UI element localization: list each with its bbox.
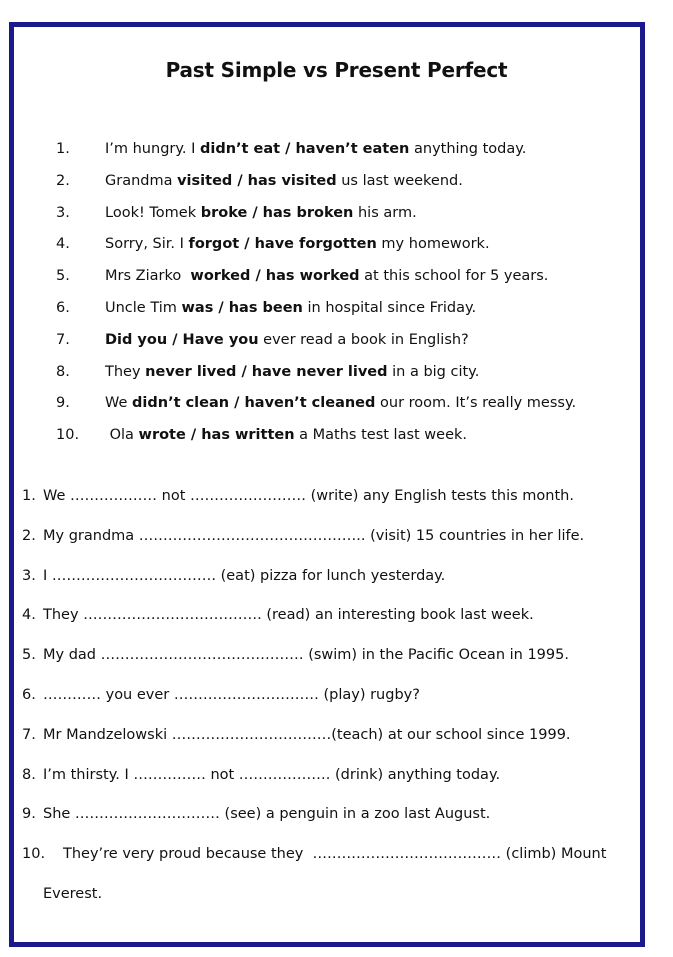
item-sentence: Ola wrote / has written a Maths test last week. [105, 427, 468, 444]
item-number: 5. [22, 647, 36, 664]
answer-options: didn’t eat / haven’t eaten [199, 141, 410, 157]
item-sentence: We ……………… not …………………… (write) any English tests this month. [43, 488, 574, 504]
item-sentence: Did you / Have you ever read a book in English? [105, 331, 469, 348]
item-sentence: We didn’t clean / haven’t cleaned our room. It’s really messy. [105, 395, 577, 412]
item-number: 7. [56, 331, 70, 348]
item-sentence: They’re very proud because they ………………………………… (climb) Mount [63, 846, 607, 863]
item-number: 9. [22, 806, 36, 823]
item-number: 2. [56, 172, 70, 189]
item-sentence: I’m thirsty. I …………… not ………………. (drink) anything today. [43, 766, 501, 783]
item-sentence: I’m hungry. I didn’t eat / haven’t eaten anything today. [105, 141, 527, 157]
item-number: 3. [56, 204, 70, 221]
item-number: 8. [56, 363, 70, 380]
item-number: 1. [22, 488, 36, 504]
item-sentence: Mrs Ziarko worked / has worked at this school for 5 years. [105, 268, 549, 285]
item-sentence: Uncle Tim was / has been in hospital since Friday. [105, 299, 477, 316]
item-number: 5. [56, 268, 70, 285]
answer-options: Did you / Have you [105, 331, 259, 348]
item-number: 7. [22, 726, 36, 743]
item-number: 6. [56, 299, 70, 316]
item-number: 9. [56, 395, 70, 412]
item-sentence: ………… you ever ………………………… (play) rugby? [43, 686, 420, 703]
item-sentence: My grandma ……………………………………….. (visit) 15 countries in her life. [43, 527, 585, 544]
item-number: 8. [22, 766, 36, 783]
item-sentence: My dad …………………………………… (swim) in the Pacific Ocean in 1995. [43, 647, 569, 664]
item-number: 10. [22, 846, 46, 863]
item-sentence: They ………………………………. (read) an interesting book last week. [43, 607, 534, 624]
item-number: 2. [22, 527, 36, 544]
item-sentence: Look! Tomek broke / has broken his arm. [105, 204, 417, 221]
answer-options: wrote / has written [138, 427, 295, 444]
item-sentence: Grandma visited / has visited us last weekend. [105, 172, 463, 189]
item-sentence: I ……………………………. (eat) pizza for lunch yesterday. [43, 567, 446, 584]
item-sentence: Mr Mandzelowski ……………………………(teach) at our school since 1999. [43, 726, 571, 743]
worksheet-title: Past Simple vs Present Perfect [165, 58, 508, 82]
item-number: 3. [22, 567, 36, 584]
answer-options: visited / has visited [177, 172, 337, 189]
answer-options: was / has been [181, 299, 303, 316]
answer-options: never lived / have never lived [145, 363, 388, 380]
answer-options: didn’t clean / haven’t cleaned [132, 395, 376, 412]
item-number: 1. [56, 141, 70, 157]
item-sentence: She ………………………… (see) a penguin in a zoo last August. [43, 806, 491, 823]
item-number: 6. [22, 686, 36, 703]
answer-options: forgot / have forgotten [188, 236, 377, 253]
item-sentence: Sorry, Sir. I forgot / have forgotten my homework. [105, 236, 490, 253]
item-number: 4. [22, 607, 36, 624]
item-number: 4. [56, 236, 70, 253]
answer-options: worked / has worked [190, 268, 360, 285]
item-sentence-continuation: Everest. [43, 886, 103, 902]
item-sentence: They never lived / have never lived in a big city. [105, 363, 480, 380]
item-number: 10. [56, 427, 80, 444]
answer-options: broke / has broken [200, 204, 354, 221]
